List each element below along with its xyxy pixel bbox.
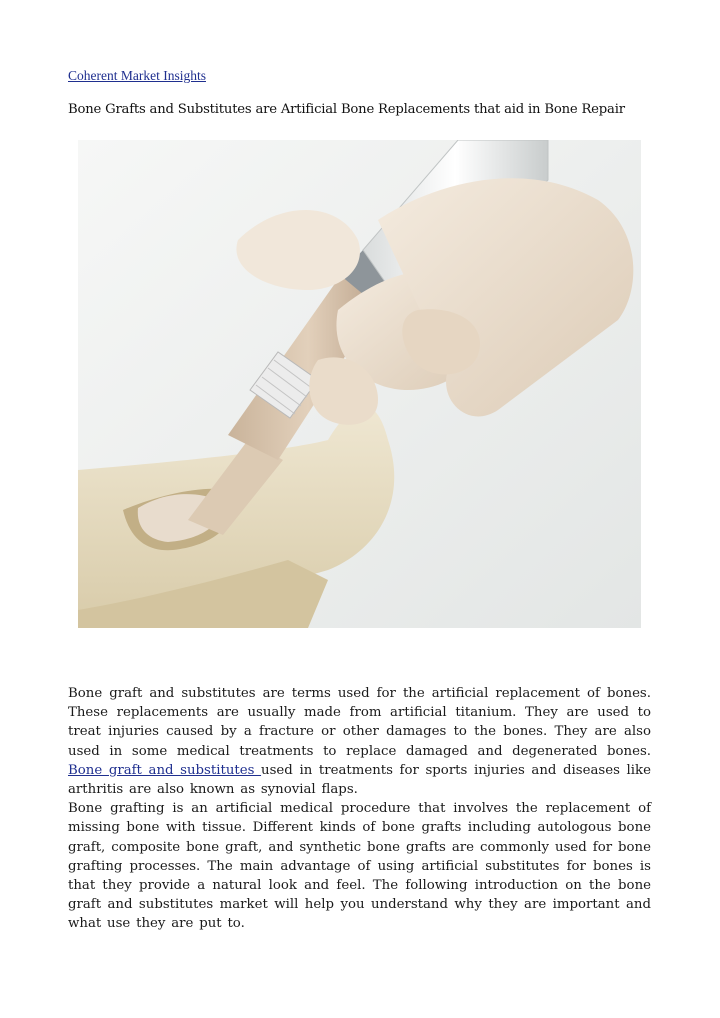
page-title: Bone Grafts and Substitutes are Artificial Bone Replacements that aid in Bone Repair <box>68 102 625 117</box>
paragraph-1-text-end: used in treatments for sports injuries and diseases like arthritis are also known as synovial flaps. <box>68 762 651 798</box>
source-link[interactable]: Coherent Market Insights <box>68 68 206 83</box>
paragraph-1 <box>68 684 651 799</box>
paragraph-2: Bone grafting is an artificial medical procedure that involves the replacement of missing bone with tissue. Different kinds of bone grafts including autologous bone graft, composite bone graft, and synthetic bone grafts are commonly used for bone grafting processes. The main advantage of using artificial substitutes for bones is that they provide a natural look and feel. The following introduction on the bone graft and substitutes market will help you understand why they are important and what use they are put to. <box>68 801 651 932</box>
paragraph-1-text: Bone graft and substitutes are terms used for the artificial replacement of bones. These replacements are usually made from artificial titanium. They are used to treat injuries caused by a fracture or other damages to the bones. They are also used in some medical treatments to replace damaged and degenerated bones. <box>68 686 651 759</box>
bone-graft-link[interactable]: Bone graft and substitutes <box>68 762 262 778</box>
bone-graft-photo <box>78 140 641 628</box>
article-body <box>68 684 651 934</box>
